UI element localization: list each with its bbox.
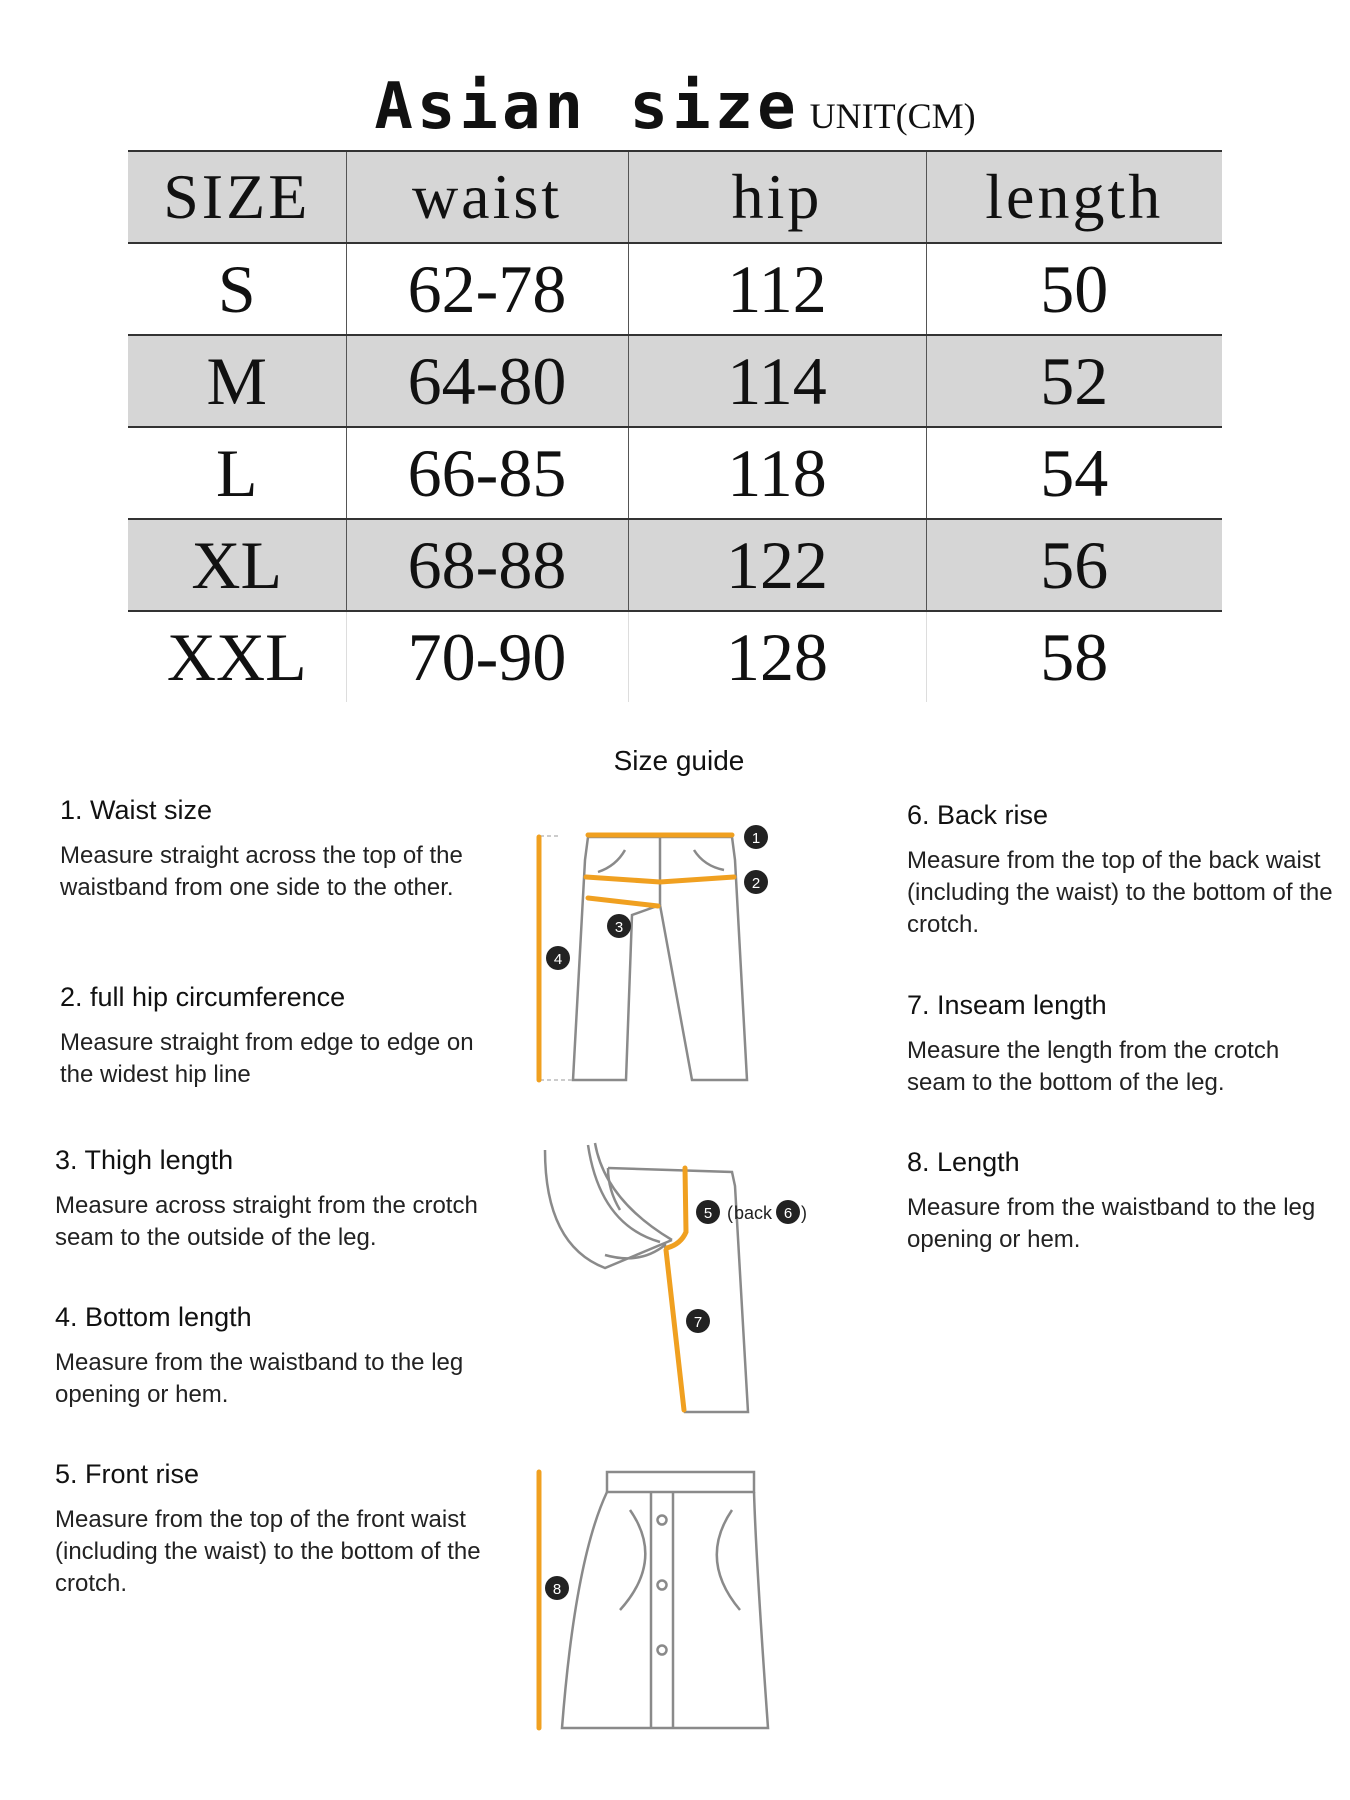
table-cell: 68-88 bbox=[346, 519, 628, 611]
table-cell: 52 bbox=[926, 335, 1222, 427]
table-cell: 112 bbox=[628, 243, 926, 335]
table-cell: 118 bbox=[628, 427, 926, 519]
marker-3 bbox=[607, 914, 631, 938]
guide-item-heading: 1. Waist size bbox=[60, 795, 213, 825]
guide-item-heading: 4. Bottom length bbox=[55, 1302, 252, 1332]
table-cell: 54 bbox=[926, 427, 1222, 519]
size-guide-title: Size guide bbox=[613, 745, 745, 776]
back-paren-close: ) bbox=[801, 1203, 807, 1223]
guide-item-text: Measure straight from edge to edge on the widest hip line bbox=[60, 1029, 474, 1088]
trousers-side-diagram bbox=[545, 1143, 748, 1412]
table-cell: 122 bbox=[628, 519, 926, 611]
guide-item-heading: 3. Thigh length bbox=[55, 1145, 234, 1175]
table-cell: XXL bbox=[128, 611, 346, 702]
table-cell: 62-78 bbox=[346, 243, 628, 335]
svg-text:1: 1 bbox=[751, 830, 761, 847]
guide-item-heading: 2. full hip circumference bbox=[60, 982, 346, 1012]
marker-8 bbox=[545, 1576, 569, 1600]
marker-2 bbox=[744, 870, 768, 894]
table-cell: XL bbox=[128, 519, 346, 611]
svg-text:6: 6 bbox=[783, 1205, 793, 1222]
table-cell: L bbox=[128, 427, 346, 519]
svg-text:3: 3 bbox=[614, 919, 624, 936]
guide-item-text: Measure from the top of the front waist (including the waist) to the bottom of the crotch. bbox=[55, 1506, 481, 1597]
table-cell: 70-90 bbox=[346, 611, 628, 702]
title-text: Asian size bbox=[374, 70, 800, 144]
column-header: SIZE bbox=[128, 151, 346, 243]
svg-text:7: 7 bbox=[693, 1314, 703, 1331]
marker-1 bbox=[744, 825, 768, 849]
table-cell: 64-80 bbox=[346, 335, 628, 427]
table-cell: 58 bbox=[1040, 618, 1109, 695]
guide-item-text: Measure straight across the top of the waistband from one side to the other. bbox=[60, 842, 463, 901]
table-cell: S bbox=[128, 243, 346, 335]
table-cell: 56 bbox=[926, 519, 1222, 611]
table-cell: 50 bbox=[926, 243, 1222, 335]
unit-label: UNIT(CM) bbox=[809, 96, 976, 136]
column-header: waist bbox=[346, 151, 628, 243]
guide-item-text: Measure from the waistband to the leg opening or hem. bbox=[907, 1194, 1316, 1253]
guide-item-heading: 5. Front rise bbox=[55, 1459, 200, 1489]
guide-item-text: Measure from the waistband to the leg opening or hem. bbox=[55, 1349, 464, 1408]
guide-item-text: Measure from the top of the back waist (including the waist) to the bottom of the crotch. bbox=[907, 847, 1333, 938]
column-header: length bbox=[926, 151, 1222, 243]
table-cell: M bbox=[128, 335, 346, 427]
table-cell: 128 bbox=[628, 611, 926, 702]
trousers-front-diagram bbox=[540, 836, 747, 1080]
svg-text:5: 5 bbox=[703, 1205, 713, 1222]
table-cell: 114 bbox=[628, 335, 926, 427]
table-cell: 66-85 bbox=[346, 427, 628, 519]
svg-text:4: 4 bbox=[553, 951, 563, 968]
back-paren-open: ( bbox=[727, 1203, 733, 1223]
column-header: hip bbox=[628, 151, 926, 243]
marker-4 bbox=[546, 946, 570, 970]
guide-item-heading: 7. Inseam length bbox=[907, 990, 1107, 1020]
marker-7 bbox=[686, 1309, 710, 1333]
guide-item-heading: 6. Back rise bbox=[907, 800, 1049, 830]
svg-text:2: 2 bbox=[751, 875, 761, 892]
trousers-side-measure-lines bbox=[666, 1168, 686, 1410]
guide-item-text: Measure across straight from the crotch seam to the outside of the leg. bbox=[55, 1192, 478, 1251]
marker-5 bbox=[696, 1200, 720, 1224]
back-label: back bbox=[734, 1203, 773, 1223]
skirt-diagram bbox=[562, 1472, 768, 1728]
marker-6 bbox=[776, 1200, 800, 1224]
svg-text:8: 8 bbox=[552, 1581, 562, 1598]
guide-item-heading: 8. Length bbox=[907, 1147, 1020, 1177]
guide-item-text: Measure the length from the crotch seam to the bottom of the leg. bbox=[907, 1037, 1280, 1096]
